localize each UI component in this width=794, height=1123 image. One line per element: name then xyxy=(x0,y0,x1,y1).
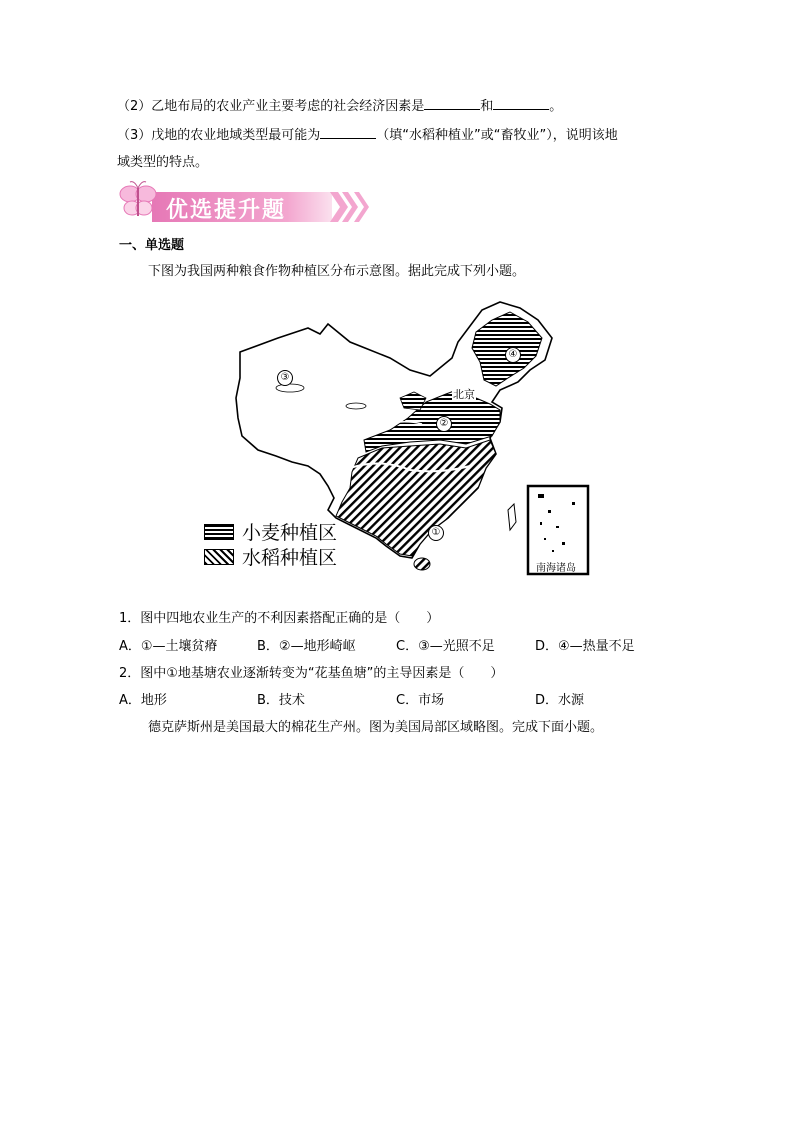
section-banner xyxy=(116,180,378,230)
question-3-line-2: 域类型的特点。 xyxy=(117,155,209,170)
q3-suffix: （填“水稻种植业”或“畜牧业”），说明该地 xyxy=(376,128,618,143)
butterfly-icon xyxy=(120,182,156,216)
q2-option-c[interactable]: C．市场 xyxy=(396,693,445,708)
label-inset: 南海诸岛 xyxy=(536,563,576,574)
q1-option-a[interactable]: A．①—土壤贫瘠 xyxy=(119,639,218,654)
wheat-swatch xyxy=(204,524,234,540)
answer-blank-1[interactable] xyxy=(424,97,480,110)
outro-text: 德克萨斯州是美国最大的棉花生产州。图为美国局部区域略图。完成下面小题。 xyxy=(148,720,604,735)
q2-mid: 和 xyxy=(480,99,494,114)
question-1-stem: 1．图中四地农业生产的不利因素搭配正确的是（ ） xyxy=(119,611,440,626)
q2-option-a[interactable]: A．地形 xyxy=(119,693,167,708)
china-crop-map xyxy=(200,298,592,578)
question-2-stem: 2．图中①地基塘农业逐渐转变为“花基鱼塘”的主导因素是（ ） xyxy=(119,666,504,681)
answer-blank-3[interactable] xyxy=(320,126,376,139)
legend-wheat-label: 小麦种植区 xyxy=(242,522,338,544)
question-3-line xyxy=(117,126,618,145)
q2-prefix: （2）乙地布局的农业产业主要考虑的社会经济因素是 xyxy=(117,99,425,114)
q3-prefix: （3）戊地的农业地域类型最可能为 xyxy=(117,128,321,143)
intro-text: 下图为我国两种粮食作物种植区分布示意图。据此完成下列小题。 xyxy=(148,264,526,279)
label-beijing: 北京 xyxy=(453,388,475,401)
q1-option-d[interactable]: D．④—热量不足 xyxy=(535,639,635,654)
q2-option-b[interactable]: B．技术 xyxy=(257,693,305,708)
q2-option-d[interactable]: D．水源 xyxy=(535,693,585,708)
marker-3: ③ xyxy=(277,370,293,386)
marker-1: ① xyxy=(428,525,444,541)
q1-option-b[interactable]: B．②—地形崎岖 xyxy=(257,639,356,654)
q2-suffix: 。 xyxy=(549,99,563,114)
legend-wheat xyxy=(204,518,337,545)
marker-4: ④ xyxy=(505,347,521,363)
legend-rice-label: 水稻种植区 xyxy=(242,547,338,569)
answer-blank-2[interactable] xyxy=(493,97,549,110)
q1-option-c[interactable]: C．③—光照不足 xyxy=(396,639,495,654)
marker-2: ② xyxy=(436,416,452,432)
section-heading: 一、单选题 xyxy=(119,238,185,253)
banner-title: 优选提升题 xyxy=(166,198,287,223)
rice-swatch xyxy=(204,549,234,565)
legend-rice xyxy=(204,543,337,570)
question-2-line xyxy=(117,97,562,116)
